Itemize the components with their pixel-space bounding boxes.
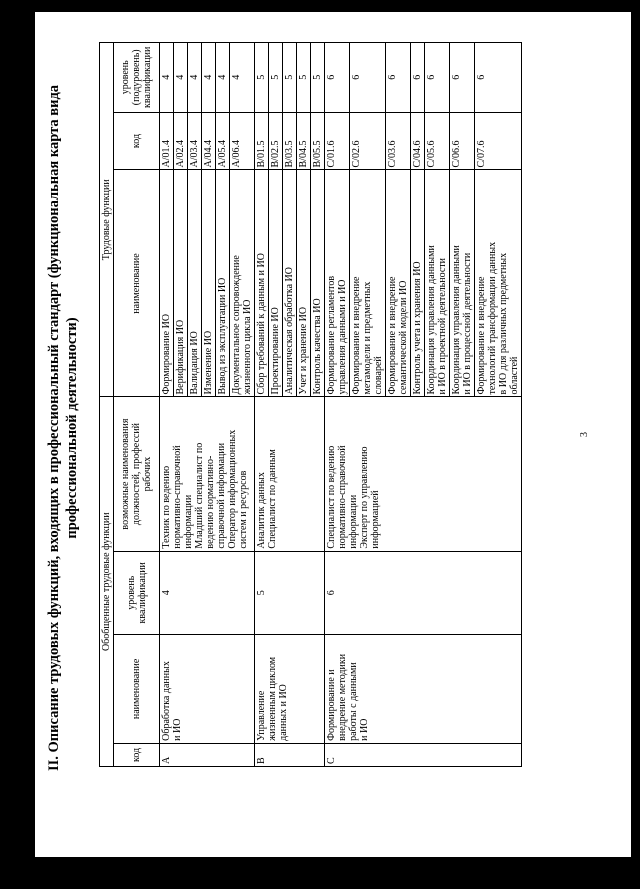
rotated-content xyxy=(35,12,631,857)
function-level: 6 xyxy=(386,43,411,113)
function-code: A/04.4 xyxy=(202,112,216,170)
function-code: A/05.4 xyxy=(216,112,230,170)
header-function-code: код xyxy=(114,112,160,170)
function-code: C/03.6 xyxy=(386,112,411,170)
function-level: 6 xyxy=(350,43,386,113)
function-code: A/03.4 xyxy=(188,112,202,170)
function-name: Формирование и внедрение семантической модели ИО xyxy=(386,170,411,397)
function-level: 6 xyxy=(475,43,522,113)
function-code: A/06.4 xyxy=(230,112,255,170)
function-code: A/02.4 xyxy=(174,112,188,170)
function-name: Координация управления данными и ИО в проектной деятельности xyxy=(425,170,450,397)
function-level: 6 xyxy=(425,43,450,113)
group-positions: Аналитик данных Специалист по данным xyxy=(255,397,325,551)
function-level: 5 xyxy=(283,43,297,113)
function-level: 4 xyxy=(230,43,255,113)
table-row xyxy=(325,43,350,767)
page-number: 3 xyxy=(579,432,590,437)
table-row xyxy=(255,43,269,767)
function-name: Валидация ИО xyxy=(188,170,202,397)
function-name: Формирование и внедрение технологий трансформации данных в ИО для различных предметных областей xyxy=(475,170,522,397)
group-code: B xyxy=(255,743,325,766)
function-name: Вывод из эксплуатации ИО xyxy=(216,170,230,397)
group-name: Формирование и внедрение методики работы с данными и ИО xyxy=(325,634,522,743)
document-page xyxy=(35,12,631,857)
function-name: Изменение ИО xyxy=(202,170,216,397)
function-level: 6 xyxy=(450,43,475,113)
function-code: B/01.5 xyxy=(255,112,269,170)
header-generalized-functions: Обобщенные трудовые функции xyxy=(100,397,114,767)
group-positions: Техник по ведению нормативно-справочной информации Младший специалист по ведению нормативно- справочной информации Оператор информационных систем и ресурсов xyxy=(160,397,255,551)
function-code: C/02.6 xyxy=(350,112,386,170)
function-code: B/05.5 xyxy=(311,112,325,170)
header-labor-functions: Трудовые функции xyxy=(100,43,114,398)
function-code: C/05.6 xyxy=(425,112,450,170)
page-title xyxy=(45,73,81,783)
header-function-level: уровень (подуровень) квалификации xyxy=(114,43,160,113)
group-level: 5 xyxy=(255,551,325,634)
function-level: 4 xyxy=(202,43,216,113)
function-code: A/01.4 xyxy=(160,112,174,170)
function-level: 6 xyxy=(411,43,425,113)
table-body xyxy=(160,43,522,767)
function-name: Контроль учета и хранения ИО xyxy=(411,170,425,397)
header-code: код xyxy=(114,743,160,766)
function-name: Формирование ИО xyxy=(160,170,174,397)
group-name: Обработка данных и ИО xyxy=(160,634,255,743)
function-name: Документальное сопровождение жизненного цикла ИО xyxy=(230,170,255,397)
function-code: C/04.6 xyxy=(411,112,425,170)
function-level: 5 xyxy=(297,43,311,113)
functional-map-table xyxy=(99,42,522,767)
header-name: наименование xyxy=(114,634,160,743)
table-row xyxy=(160,43,174,767)
function-name: Формирование и внедрение метамодели и предметных словарей xyxy=(350,170,386,397)
function-level: 5 xyxy=(311,43,325,113)
function-name: Контроль качества ИО xyxy=(311,170,325,397)
function-code: C/07.6 xyxy=(475,112,522,170)
function-level: 5 xyxy=(269,43,283,113)
function-level: 6 xyxy=(325,43,350,113)
function-code: B/02.5 xyxy=(269,112,283,170)
group-code: C xyxy=(325,743,522,766)
function-level: 4 xyxy=(174,43,188,113)
header-function-name: наименование xyxy=(114,170,160,397)
function-name: Аналитическая обработка ИО xyxy=(283,170,297,397)
function-name: Координация управления данными и ИО в процессной деятельности xyxy=(450,170,475,397)
group-level: 4 xyxy=(160,551,255,634)
function-level: 4 xyxy=(188,43,202,113)
header-qualification-level: уровень квалификации xyxy=(114,551,160,634)
function-name: Учет и хранение ИО xyxy=(297,170,311,397)
function-name: Верификация ИО xyxy=(174,170,188,397)
function-name: Формирование регламентов управления данными и ИО xyxy=(325,170,350,397)
group-positions: Специалист по ведению нормативно-справочной информации Эксперт по управлению информацией xyxy=(325,397,522,551)
function-code: C/06.6 xyxy=(450,112,475,170)
function-code: B/03.5 xyxy=(283,112,297,170)
function-code: C/01.6 xyxy=(325,112,350,170)
function-level: 4 xyxy=(216,43,230,113)
function-level: 4 xyxy=(160,43,174,113)
function-level: 5 xyxy=(255,43,269,113)
group-level: 6 xyxy=(325,551,522,634)
function-name: Сбор требований к данным и ИО xyxy=(255,170,269,397)
title-line-1: II. Описание трудовых функций, входящих в профессиональный стандарт (функциональная карта вида xyxy=(46,84,62,772)
header-positions: возможные наименования должностей, профессий рабочих xyxy=(114,397,160,551)
title-line-2: профессиональной деятельности) xyxy=(64,317,80,539)
function-name: Проектирование ИО xyxy=(269,170,283,397)
function-code: B/04.5 xyxy=(297,112,311,170)
group-name: Управление жизненным циклом данных и ИО xyxy=(255,634,325,743)
group-code: A xyxy=(160,743,255,766)
